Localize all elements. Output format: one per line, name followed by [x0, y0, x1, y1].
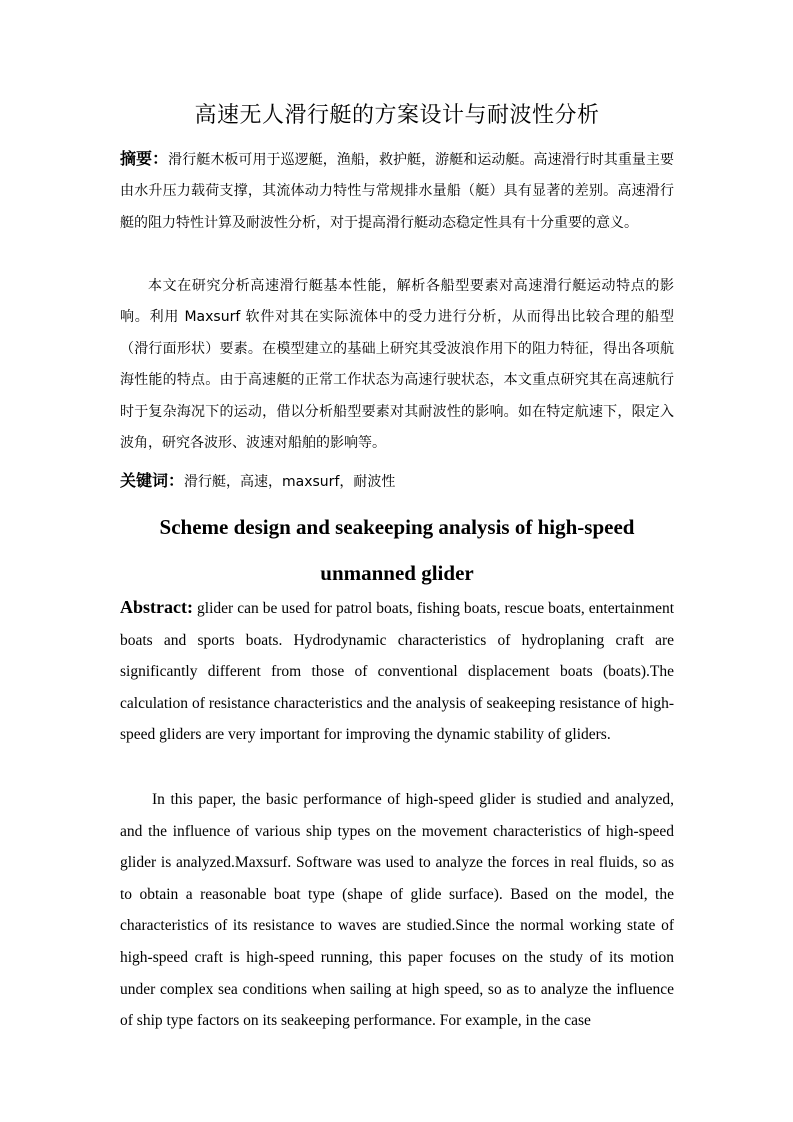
english-body-paragraph: In this paper, the basic performance of high-speed glider is studied and analyzed, and the influence of various ship types on the movement characteristics of high-speed glider is analyzed.Maxsurf. Software was used to analyze the forces in real fluids, so as to obtain a reasonable boat type (shape of glide surface). Based on the model, the characteristics of its resistance to waves are studied.Since the normal working state of high-speed craft is high-speed running, this paper focuses on the study of its motion under complex sea conditions when sailing at high speed, so as to analyze the influence of ship type factors on its seakeeping performance. For example, in the case	[120, 791, 674, 1030]
chinese-abstract	[120, 143, 674, 239]
english-abstract-label: Abstract:	[120, 597, 193, 617]
english-title: Scheme design and seakeeping analysis of high-speed unmanned glider	[159, 515, 635, 585]
chinese-abstract-label: 摘要：	[120, 149, 169, 168]
chinese-keywords	[120, 465, 674, 498]
chinese-keywords-text: 滑行艇，高速，maxsurf，耐波性	[184, 474, 396, 490]
english-abstract-text: glider can be used for patrol boats, fishing boats, rescue boats, entertainment boats and sports boats. Hydrodynamic characteristics of hydroplaning craft are significantly different from those of conventional displacement boats (boats).The calculation of resistance characteristics and the analysis of seakeeping resistance of high-speed gliders are very important for improving the dynamic stability of gliders.	[120, 600, 675, 744]
english-abstract	[120, 592, 674, 751]
chinese-title: 高速无人滑行艇的方案设计与耐波性分析	[194, 103, 600, 128]
chinese-body-paragraph: 本文在研究分析高速滑行艇基本性能，解析各船型要素对高速滑行艇运动特点的影响。利用 Maxsurf 软件对其在实际流体中的受力进行分析，从而得出比较合理的船型（滑行面形状）要素。在模型建立的基础上研究其受波浪作用下的阻力特征，得出各项航海性能的特点。由于高速艇的正常工作状态为高速行驶状态，本文重点研究其在高速航行时于复杂海况下的运动，借以分析船型要素对其耐波性的影响。如在特定航速下，限定入波角，研究各波形、波速对船舶的影响等。	[120, 278, 674, 452]
chinese-keywords-label: 关键词：	[120, 471, 185, 490]
chinese-abstract-text: 滑行艇木板可用于巡逻艇，渔船，救护艇，游艇和运动艇。高速滑行时其重量主要由水升压力载荷支撑，其流体动力特性与常规排水量船（艇）具有显著的差别。高速滑行艇的阻力特性计算及耐波性分析，对于提高滑行艇动态稳定性具有十分重要的意义。	[120, 152, 674, 231]
